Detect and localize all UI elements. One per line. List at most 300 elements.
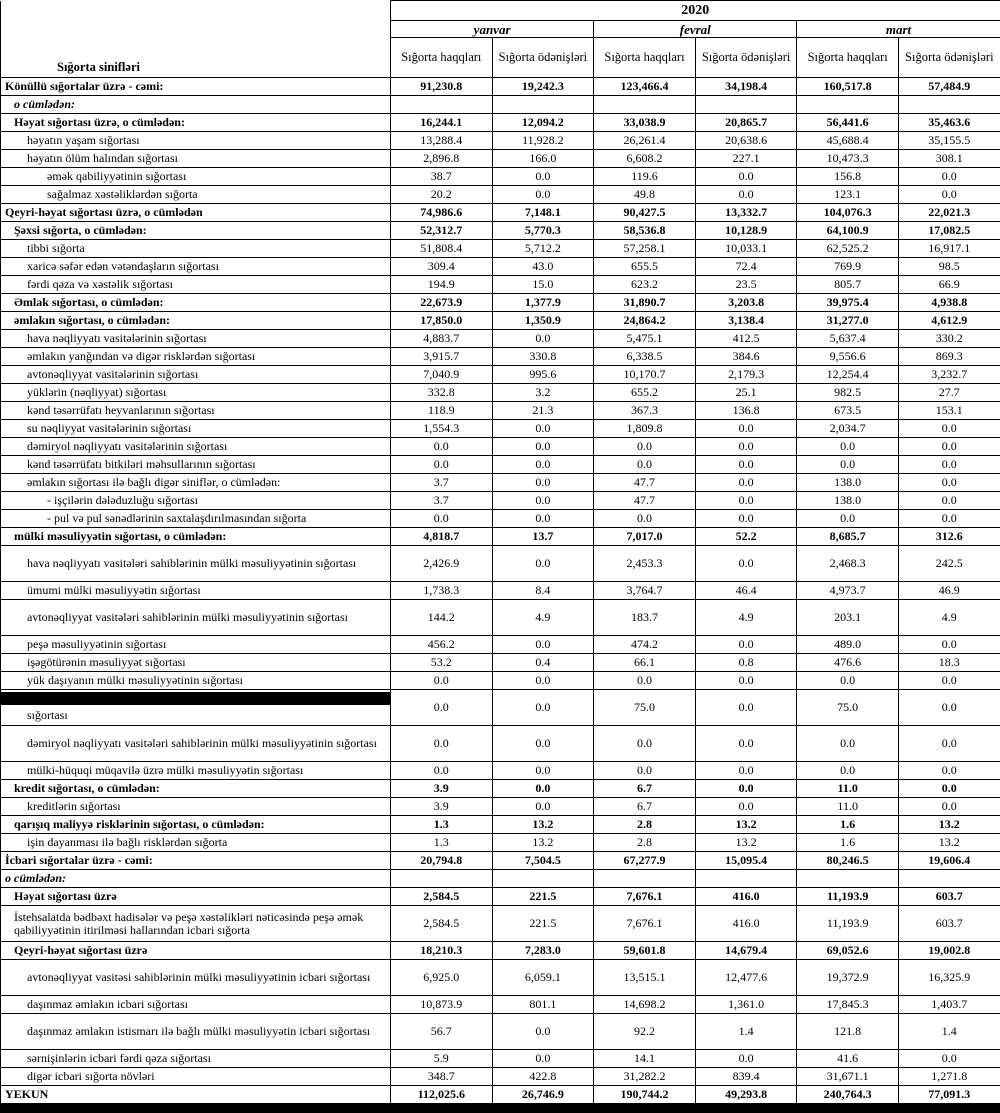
row-label-text: mülki məsuliyyətin sığortası, o cümlədən: — [14, 529, 226, 543]
value-cell: 52.2 — [695, 528, 797, 546]
table-row — [1, 222, 1000, 240]
value-cell: 11,193.9 — [797, 906, 899, 942]
value-cell: 0.0 — [391, 690, 493, 726]
row-label — [1, 582, 391, 600]
value-cell: 194.9 — [391, 276, 493, 294]
row-label-text: İcbari sığortalar üzrə - cəmi: — [5, 853, 153, 867]
table-row — [1, 348, 1000, 366]
table-row — [1, 960, 1000, 996]
row-label — [1, 330, 391, 348]
row-label — [1, 996, 391, 1014]
value-cell: 43.0 — [492, 258, 594, 276]
value-cell: 0.4 — [492, 654, 594, 672]
value-cell: 0.0 — [898, 456, 1000, 474]
value-cell: 118.9 — [391, 402, 493, 420]
value-cell: 123,466.4 — [594, 78, 696, 96]
row-label — [1, 780, 391, 798]
value-cell: 1,554.3 — [391, 420, 493, 438]
value-cell: 805.7 — [797, 276, 899, 294]
row-label-text: hava nəqliyyatı vasitələrinin sığortası — [27, 331, 207, 345]
row-label-text: dəmiryol nəqliyyatı vasitələri sahiblərinin mülki məsuliyyətinin sığortası — [27, 736, 377, 750]
value-cell: 330.8 — [492, 348, 594, 366]
value-cell: 203.1 — [797, 600, 899, 636]
value-cell: 2.8 — [594, 834, 696, 852]
table-row — [1, 654, 1000, 672]
value-cell: 39,975.4 — [797, 294, 899, 312]
table-row — [1, 402, 1000, 420]
value-cell: 74,986.6 — [391, 204, 493, 222]
table-row — [1, 798, 1000, 816]
table-row — [1, 528, 1000, 546]
row-label-text: su nəqliyyat vasitələrinin sığortası — [27, 421, 191, 435]
value-cell: 769.9 — [797, 258, 899, 276]
value-cell: 4.9 — [898, 600, 1000, 636]
value-cell: 0.0 — [695, 510, 797, 528]
value-cell: 136.8 — [695, 402, 797, 420]
row-label-text: qarışıq maliyyə risklərinin sığortası, o cümlədən: — [14, 817, 265, 831]
value-cell: 0.0 — [492, 1050, 594, 1068]
row-label — [1, 870, 391, 888]
row-label — [1, 348, 391, 366]
value-cell: 4.9 — [492, 600, 594, 636]
value-cell: 0.0 — [898, 636, 1000, 654]
value-cell: 0.0 — [797, 762, 899, 780]
row-label — [1, 906, 391, 942]
value-cell: 367.3 — [594, 402, 696, 420]
row-label — [1, 492, 391, 510]
row-label — [1, 888, 391, 906]
value-cell: 1,738.3 — [391, 582, 493, 600]
value-cell: 476.6 — [797, 654, 899, 672]
value-cell: 20,794.8 — [391, 852, 493, 870]
value-cell: 0.0 — [898, 672, 1000, 690]
table-row — [1, 150, 1000, 168]
value-cell: 0.0 — [797, 456, 899, 474]
row-label — [1, 672, 391, 690]
value-cell: 11,193.9 — [797, 888, 899, 906]
value-cell: 2,896.8 — [391, 150, 493, 168]
value-cell: 0.0 — [695, 690, 797, 726]
value-cell — [797, 870, 899, 888]
value-cell: 15.0 — [492, 276, 594, 294]
row-label-text: sağalmaz xəstəliklərdən sığorta — [47, 187, 198, 201]
value-cell: 13.7 — [492, 528, 594, 546]
row-label-text: avtonəqliyyat vasitəsi sahiblərinin mülki məsuliyyətinin icbari sığortası — [27, 970, 370, 984]
row-label-text: sığortası — [27, 708, 68, 722]
value-cell: 0.0 — [695, 780, 797, 798]
row-label-text: işəgötürənin məsuliyyət sığortası — [27, 655, 186, 669]
value-cell: 0.0 — [492, 780, 594, 798]
value-cell: 11,928.2 — [492, 132, 594, 150]
value-cell: 10,128.9 — [695, 222, 797, 240]
value-cell: 673.5 — [797, 402, 899, 420]
value-cell: 655.5 — [594, 258, 696, 276]
value-cell: 1,271.8 — [898, 1068, 1000, 1086]
row-label — [1, 420, 391, 438]
value-cell: 0.0 — [492, 438, 594, 456]
value-cell: 0.0 — [797, 510, 899, 528]
table-row — [1, 132, 1000, 150]
row-label-text: İstehsalatda bədbəxt hadisələr və peşə xəstəlikləri nəticəsində peşə əmək qabiliyyətinin itirilməsi hallarından icbari sığorta — [14, 910, 363, 937]
value-cell: 38.7 — [391, 168, 493, 186]
value-cell: 7,676.1 — [594, 906, 696, 942]
value-cell: 0.0 — [492, 726, 594, 762]
row-label-text: həyatın yaşam sığortası — [27, 133, 140, 147]
value-cell: 0.0 — [391, 672, 493, 690]
row-label — [1, 96, 391, 114]
table-row — [1, 906, 1000, 942]
value-cell: 12,254.4 — [797, 366, 899, 384]
value-cell: 801.1 — [492, 996, 594, 1014]
value-cell: 92.2 — [594, 1014, 696, 1050]
row-label-text: fərdi qəza və xəstəlik sığortası — [27, 277, 173, 291]
value-cell: 20.2 — [391, 186, 493, 204]
row-label-text: - işçilərin dələduzluğu sığortası — [47, 493, 198, 507]
row-label-text: YEKUN — [5, 1087, 48, 1101]
value-cell — [898, 870, 1000, 888]
row-label-text: Əmlak sığortası, o cümlədən: — [14, 295, 164, 309]
value-cell: 2.8 — [594, 816, 696, 834]
value-cell: 26,261.4 — [594, 132, 696, 150]
value-cell: 27.7 — [898, 384, 1000, 402]
value-cell: 75.0 — [797, 690, 899, 726]
table-row — [1, 852, 1000, 870]
value-cell: 0.0 — [492, 762, 594, 780]
row-label — [1, 402, 391, 420]
value-cell: 1,361.0 — [695, 996, 797, 1014]
value-cell: 91,230.8 — [391, 78, 493, 96]
value-cell — [797, 96, 899, 114]
value-cell: 0.0 — [695, 762, 797, 780]
value-cell: 14,698.2 — [594, 996, 696, 1014]
value-cell: 6.7 — [594, 798, 696, 816]
table-row — [1, 384, 1000, 402]
classes-column-header: Sığorta sinifləri — [1, 1, 391, 78]
premiums-column-header: Sığorta haqqları — [594, 38, 696, 78]
year-header: 2020 — [391, 1, 1000, 21]
value-cell: 0.0 — [797, 672, 899, 690]
value-cell: 0.0 — [797, 438, 899, 456]
row-label-text: tibbi sığorta — [27, 241, 85, 255]
value-cell: 330.2 — [898, 330, 1000, 348]
value-cell: 422.8 — [492, 1068, 594, 1086]
value-cell: 35,155.5 — [898, 132, 1000, 150]
value-cell: 22,673.9 — [391, 294, 493, 312]
value-cell: 5,637.4 — [797, 330, 899, 348]
table-row — [1, 366, 1000, 384]
row-label-text: Həyat sığortası üzrə — [14, 889, 117, 903]
row-label-text: peşə məsuliyyətinin sığortası — [27, 637, 166, 651]
value-cell: 0.0 — [797, 726, 899, 762]
value-cell: 13.2 — [492, 834, 594, 852]
row-label-text: Şəxsi sığorta, o cümlədən: — [14, 223, 147, 237]
value-cell — [695, 96, 797, 114]
value-cell: 19,372.9 — [797, 960, 899, 996]
value-cell: 3,915.7 — [391, 348, 493, 366]
value-cell: 0.0 — [695, 672, 797, 690]
row-label — [1, 438, 391, 456]
row-label — [1, 1068, 391, 1086]
value-cell: 0.0 — [695, 636, 797, 654]
value-cell: 0.0 — [492, 636, 594, 654]
value-cell: 16,244.1 — [391, 114, 493, 132]
row-label-text: kreditlərin sığortası — [27, 799, 121, 813]
value-cell: 90,427.5 — [594, 204, 696, 222]
value-cell: 13.2 — [898, 834, 1000, 852]
value-cell: 0.0 — [594, 510, 696, 528]
value-cell: 0.0 — [594, 762, 696, 780]
row-label-text: yüklərin (nəqliyyat) sığortası — [27, 385, 166, 399]
value-cell: 57,258.1 — [594, 240, 696, 258]
table-row — [1, 672, 1000, 690]
value-cell: 0.0 — [695, 1050, 797, 1068]
value-cell: 31,282.2 — [594, 1068, 696, 1086]
value-cell: 0.0 — [695, 474, 797, 492]
row-label-text: digər icbari sığorta növləri — [27, 1069, 155, 1083]
value-cell: 3.2 — [492, 384, 594, 402]
value-cell: 0.0 — [695, 456, 797, 474]
value-cell: 603.7 — [898, 888, 1000, 906]
row-label-text: daşınmaz əmlakın icbari sığortası — [27, 997, 188, 1011]
row-label-text: avtonəqliyyat vasitələrinin sığortası — [27, 367, 198, 381]
value-cell: 1,809.8 — [594, 420, 696, 438]
row-label-text: əmək qabiliyyətinin sığortası — [47, 169, 186, 183]
table-row — [1, 330, 1000, 348]
row-label — [1, 942, 391, 960]
value-cell: 21.3 — [492, 402, 594, 420]
value-cell: 3.7 — [391, 474, 493, 492]
table-row — [1, 780, 1000, 798]
value-cell: 0.0 — [898, 1050, 1000, 1068]
value-cell: 0.0 — [492, 798, 594, 816]
value-cell: 7,040.9 — [391, 366, 493, 384]
value-cell: 25.1 — [695, 384, 797, 402]
row-label-text: həyatın ölüm halından sığortası — [27, 151, 178, 165]
row-label-text: o cümlədən: — [14, 97, 75, 111]
value-cell: 7,283.0 — [492, 942, 594, 960]
row-label-text: kredit sığortası, o cümlədən: — [14, 781, 160, 795]
value-cell: 5,770.3 — [492, 222, 594, 240]
value-cell: 839.4 — [695, 1068, 797, 1086]
month-header-2: fevral — [594, 21, 797, 38]
row-label — [1, 276, 391, 294]
table-row — [1, 420, 1000, 438]
payments-column-header: Sığorta ödənişləri — [492, 38, 594, 78]
value-cell: 0.0 — [898, 168, 1000, 186]
value-cell: 242.5 — [898, 546, 1000, 582]
table-row — [1, 582, 1000, 600]
row-label-text: işin dayanması ilə bağlı risklərdən sığorta — [27, 835, 227, 849]
table-row — [1, 186, 1000, 204]
value-cell: 3,764.7 — [594, 582, 696, 600]
value-cell: 3.7 — [391, 492, 493, 510]
value-cell: 0.0 — [391, 456, 493, 474]
value-cell: 489.0 — [797, 636, 899, 654]
row-label — [1, 762, 391, 780]
value-cell: 6.7 — [594, 780, 696, 798]
value-cell: 33,038.9 — [594, 114, 696, 132]
value-cell: 66.9 — [898, 276, 1000, 294]
value-cell: 2,426.9 — [391, 546, 493, 582]
value-cell: 416.0 — [695, 906, 797, 942]
value-cell — [594, 870, 696, 888]
table-row — [1, 996, 1000, 1014]
value-cell: 240,764.3 — [797, 1086, 899, 1104]
value-cell: 12,477.6 — [695, 960, 797, 996]
row-label-text: Qeyri-həyat sığortası üzrə, o cümlədən — [5, 205, 203, 219]
value-cell: 13,515.1 — [594, 960, 696, 996]
row-label-text: əmlakın sığortası ilə bağlı digər siniflər, o cümlədən: — [27, 475, 280, 489]
value-cell: 6,925.0 — [391, 960, 493, 996]
value-cell: 13.2 — [695, 834, 797, 852]
value-cell: 123.1 — [797, 186, 899, 204]
table-row — [1, 888, 1000, 906]
value-cell: 0.0 — [492, 456, 594, 474]
value-cell: 0.0 — [898, 798, 1000, 816]
row-label — [1, 294, 391, 312]
value-cell: 9,556.6 — [797, 348, 899, 366]
value-cell — [695, 870, 797, 888]
value-cell: 7,017.0 — [594, 528, 696, 546]
row-label — [1, 366, 391, 384]
value-cell: 0.0 — [492, 168, 594, 186]
value-cell: 24,864.2 — [594, 312, 696, 330]
value-cell: 8.4 — [492, 582, 594, 600]
value-cell: 67,277.9 — [594, 852, 696, 870]
value-cell: 0.0 — [492, 690, 594, 726]
row-label — [1, 1050, 391, 1068]
value-cell: 1,403.7 — [898, 996, 1000, 1014]
value-cell: 17,845.3 — [797, 996, 899, 1014]
value-cell: 0.0 — [391, 762, 493, 780]
premiums-column-header: Sığorta haqqları — [391, 38, 493, 78]
value-cell: 12,094.2 — [492, 114, 594, 132]
row-label — [1, 510, 391, 528]
value-cell: 98.5 — [898, 258, 1000, 276]
row-label — [1, 636, 391, 654]
value-cell: 57,484.9 — [898, 78, 1000, 96]
row-label-text: sərnişinlərin icbari fərdi qəza sığortası — [27, 1051, 211, 1065]
value-cell: 3.9 — [391, 780, 493, 798]
table-row — [1, 690, 1000, 726]
payments-column-header: Sığorta ödənişləri — [898, 38, 1000, 78]
row-label-text: avtonəqliyyat vasitələri sahiblərinin mülki məsuliyyətinin sığortası — [27, 610, 348, 624]
value-cell: 4,818.7 — [391, 528, 493, 546]
value-cell: 0.0 — [695, 186, 797, 204]
table-row — [1, 762, 1000, 780]
value-cell: 69,052.6 — [797, 942, 899, 960]
row-label — [1, 186, 391, 204]
value-cell: 384.6 — [695, 348, 797, 366]
value-cell: 0.8 — [695, 654, 797, 672]
row-label-text: əmlakın yanğından və digər risklərdən sığortası — [27, 349, 255, 363]
table-row — [1, 1014, 1000, 1050]
table-row — [1, 456, 1000, 474]
value-cell: 3,232.7 — [898, 366, 1000, 384]
value-cell: 77,091.3 — [898, 1086, 1000, 1104]
value-cell: 5.9 — [391, 1050, 493, 1068]
value-cell: 31,890.7 — [594, 294, 696, 312]
value-cell: 19,002.8 — [898, 942, 1000, 960]
value-cell: 34,198.4 — [695, 78, 797, 96]
row-label-text: Həyat sığortası üzrə, o cümlədən: — [14, 115, 185, 129]
row-label — [1, 654, 391, 672]
value-cell: 0.0 — [695, 546, 797, 582]
row-label — [1, 240, 391, 258]
value-cell: 41.6 — [797, 1050, 899, 1068]
table-row — [1, 114, 1000, 132]
row-label-text: mülki-hüquqi müqavilə üzrə mülki məsuliyyətin sığortası — [27, 763, 303, 777]
value-cell: 416.0 — [695, 888, 797, 906]
month-header-3: mart — [797, 21, 1000, 38]
value-cell: 474.2 — [594, 636, 696, 654]
value-cell: 2,584.5 — [391, 888, 493, 906]
value-cell: 4.9 — [695, 600, 797, 636]
table-body — [1, 78, 1000, 1104]
value-cell: 0.0 — [594, 672, 696, 690]
value-cell: 0.0 — [492, 420, 594, 438]
value-cell: 1.4 — [695, 1014, 797, 1050]
value-cell: 58,536.8 — [594, 222, 696, 240]
redacted-bar — [1, 692, 390, 705]
row-label — [1, 312, 391, 330]
row-label-text: kənd təsərrüfatı bitkiləri məhsullarının sığortası — [27, 457, 256, 471]
value-cell: 11.0 — [797, 798, 899, 816]
value-cell: 56.7 — [391, 1014, 493, 1050]
value-cell: 138.0 — [797, 474, 899, 492]
value-cell: 45,688.4 — [797, 132, 899, 150]
value-cell: 0.0 — [492, 186, 594, 204]
value-cell: 11.0 — [797, 780, 899, 798]
value-cell: 1.3 — [391, 816, 493, 834]
value-cell: 121.8 — [797, 1014, 899, 1050]
value-cell: 51,808.4 — [391, 240, 493, 258]
value-cell: 0.0 — [492, 510, 594, 528]
row-label — [1, 384, 391, 402]
value-cell: 19,242.3 — [492, 78, 594, 96]
value-cell: 0.0 — [391, 510, 493, 528]
table-row — [1, 870, 1000, 888]
row-label-text: daşınmaz əmlakın istismarı ilə bağlı mülki məsuliyyətin icbari sığortası — [27, 1024, 370, 1038]
value-cell — [391, 870, 493, 888]
bottom-black-bar — [0, 1104, 1000, 1113]
value-cell: 13.2 — [492, 816, 594, 834]
value-cell: 17,082.5 — [898, 222, 1000, 240]
row-label — [1, 816, 391, 834]
value-cell: 16,325.9 — [898, 960, 1000, 996]
value-cell: 47.7 — [594, 474, 696, 492]
value-cell: 80,246.5 — [797, 852, 899, 870]
row-label — [1, 222, 391, 240]
table-row — [1, 1086, 1000, 1104]
row-label-text: hava nəqliyyatı vasitələri sahiblərinin mülki məsuliyyətinin sığortası — [27, 556, 356, 570]
value-cell — [492, 870, 594, 888]
row-label — [1, 1014, 391, 1050]
value-cell: 31,671.1 — [797, 1068, 899, 1086]
year-header-row — [1, 1, 1000, 21]
table-row — [1, 78, 1000, 96]
value-cell — [492, 96, 594, 114]
table-row — [1, 258, 1000, 276]
value-cell: 1.3 — [391, 834, 493, 852]
value-cell: 0.0 — [492, 1014, 594, 1050]
value-cell: 0.0 — [898, 420, 1000, 438]
row-label — [1, 150, 391, 168]
row-label-text: Qeyri-həyat sığortası üzrə — [14, 943, 147, 957]
value-cell: 59,601.8 — [594, 942, 696, 960]
row-label-text: xaricə səfər edən vətəndaşların sığortası — [27, 259, 219, 273]
month-header-1: yanvar — [391, 21, 594, 38]
